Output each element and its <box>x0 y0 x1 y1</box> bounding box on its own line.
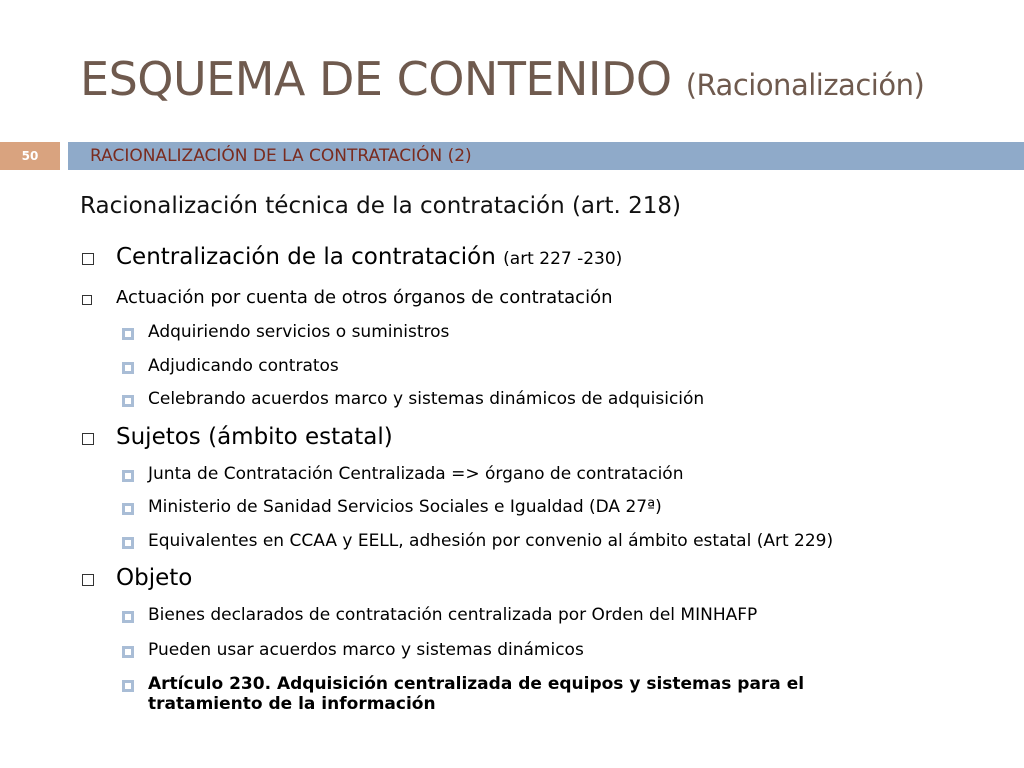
sub-bullet-text: Equivalentes en CCAA y EELL, adhesión por convenio al ámbito estatal (Art 229) <box>148 531 834 551</box>
sub-bullet-text: Adquiriendo servicios o suministros <box>148 322 450 342</box>
bullet-text <box>116 244 622 270</box>
bullet-centralizacion <box>82 244 622 270</box>
bullet-actuacion <box>82 287 613 308</box>
section-label: RACIONALIZACIÓN DE LA CONTRATACIÓN (2) <box>90 146 472 166</box>
slide-title-sub: (Racionalización) <box>685 68 925 102</box>
sub-bullet-text: Pueden usar acuerdos marco y sistemas dinámicos <box>148 640 584 660</box>
sub-bullet-text: Adjudicando contratos <box>148 356 339 376</box>
bullet-text: Objeto <box>116 565 193 591</box>
square-bullet-icon <box>82 574 94 586</box>
filled-square-bullet-icon <box>122 362 134 374</box>
slide-title <box>80 52 924 106</box>
filled-square-bullet-icon <box>122 328 134 340</box>
sub-bullet-text <box>148 674 804 714</box>
sub-bullet <box>122 531 833 551</box>
bullet-main-text: Centralización de la contratación <box>116 244 496 270</box>
bullet-objeto <box>82 565 192 591</box>
filled-square-bullet-icon <box>122 646 134 658</box>
sub-bullet <box>122 464 683 484</box>
sub-bullet <box>122 356 339 376</box>
sub-bullet <box>122 322 449 342</box>
slide-heading: Racionalización técnica de la contratación (art. 218) <box>80 193 681 219</box>
sub-bullet <box>122 640 584 660</box>
sub-bullet <box>122 605 757 625</box>
sub-bullet-articulo-230 <box>122 674 804 714</box>
filled-square-bullet-icon <box>122 537 134 549</box>
sub-bullet-text: Celebrando acuerdos marco y sistemas dinámicos de adquisición <box>148 389 705 409</box>
bullet-text: Sujetos (ámbito estatal) <box>116 424 393 450</box>
sub-bullet-text: Bienes declarados de contratación centralizada por Orden del MINHAFP <box>148 605 758 625</box>
bullet-text: Actuación por cuenta de otros órganos de contratación <box>116 287 613 308</box>
section-bar <box>68 142 1024 170</box>
square-bullet-icon <box>82 295 92 305</box>
slide-title-main: ESQUEMA DE CONTENIDO <box>80 52 672 106</box>
filled-square-bullet-icon <box>122 395 134 407</box>
bullet-reference: (art 227 -230) <box>503 249 623 269</box>
filled-square-bullet-icon <box>122 680 134 692</box>
filled-square-bullet-icon <box>122 611 134 623</box>
filled-square-bullet-icon <box>122 503 134 515</box>
articulo-line-2: tratamiento de la información <box>148 694 436 714</box>
page-number-badge: 50 <box>0 142 60 170</box>
square-bullet-icon <box>82 433 94 445</box>
articulo-line-1: Artículo 230. Adquisición centralizada de equipos y sistemas para el <box>148 674 805 694</box>
bullet-sujetos <box>82 424 393 450</box>
sub-bullet-text: Ministerio de Sanidad Servicios Sociales e Igualdad (DA 27ª) <box>148 497 662 517</box>
filled-square-bullet-icon <box>122 470 134 482</box>
sub-bullet <box>122 389 704 409</box>
square-bullet-icon <box>82 253 94 265</box>
sub-bullet <box>122 497 662 517</box>
sub-bullet-text: Junta de Contratación Centralizada => órgano de contratación <box>148 464 684 484</box>
